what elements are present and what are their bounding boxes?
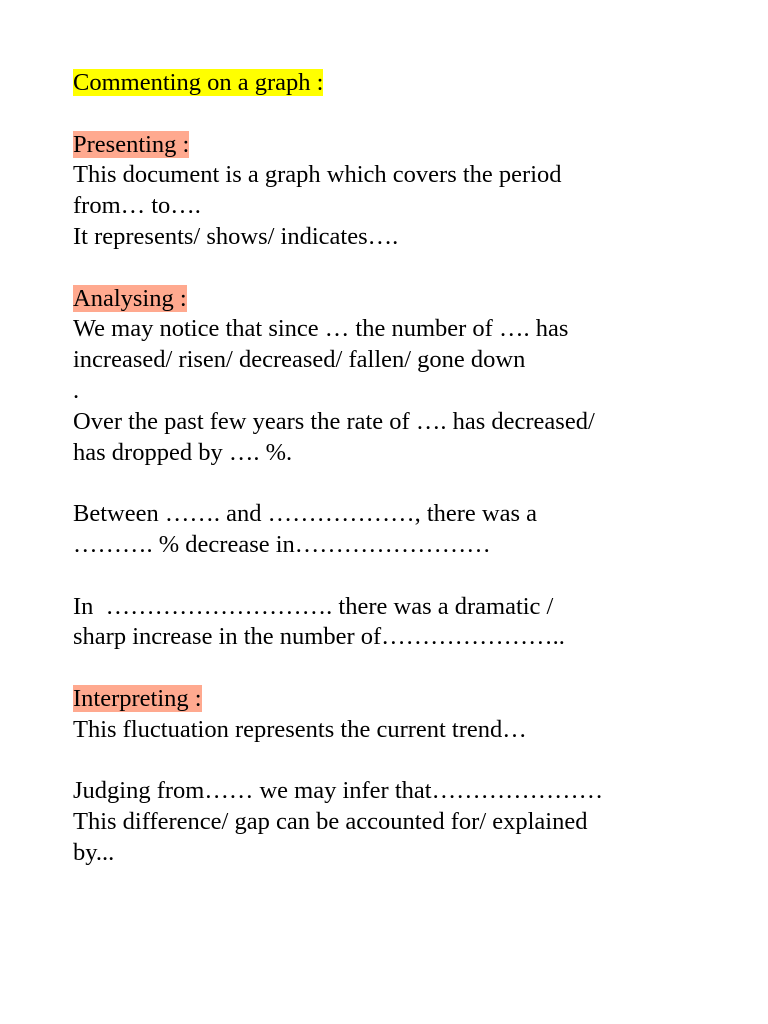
interpreting-p2-line-3: by... xyxy=(73,838,115,866)
analysing-heading: Analysing : xyxy=(73,284,187,312)
analysing-p1-line-2: increased/ risen/ decreased/ fallen/ gone down xyxy=(73,346,526,374)
spacer xyxy=(73,99,733,130)
presenting-heading: Presenting : xyxy=(73,130,190,158)
spacer xyxy=(73,653,733,684)
analysing-p1-line-4: Over the past few years the rate of …. has decreased/ xyxy=(73,407,595,435)
document-title-line xyxy=(73,68,733,99)
analysing-p1-line-1: We may notice that since … the number of …. has xyxy=(73,315,569,343)
interpreting-p1-line-1: This fluctuation represents the current trend… xyxy=(73,715,527,743)
analysing-p2-line-1: Between ……. and ………………, there was a xyxy=(73,500,538,528)
analysing-p1-line-5: has dropped by …. %. xyxy=(73,438,293,466)
spacer xyxy=(73,561,733,592)
presenting-line-2: from… to…. xyxy=(73,192,201,220)
interpreting-p2-line-2: This difference/ gap can be accounted for/ explained xyxy=(73,808,588,836)
interpreting-heading-line xyxy=(73,684,733,715)
spacer xyxy=(73,468,733,499)
spacer xyxy=(73,253,733,284)
interpreting-heading: Interpreting : xyxy=(73,684,202,712)
analysing-heading-line xyxy=(73,284,733,315)
interpreting-p2-line-1: Judging from…… we may infer that………………… xyxy=(73,777,604,805)
presenting-line-1: This document is a graph which covers the period xyxy=(73,161,562,189)
analysing-p3-line-2: sharp increase in the number of………………….. xyxy=(73,623,565,651)
analysing-p1-line-3: . xyxy=(73,376,80,404)
document-title: Commenting on a graph : xyxy=(73,69,324,96)
document-page xyxy=(73,68,733,869)
analysing-p3-line-1: In ………………………. there was a dramatic / xyxy=(73,592,554,620)
presenting-line-3: It represents/ shows/ indicates…. xyxy=(73,222,399,250)
analysing-p2-line-2: ………. % decrease in…………………… xyxy=(73,530,491,558)
presenting-heading-line xyxy=(73,130,733,161)
spacer xyxy=(73,746,733,777)
